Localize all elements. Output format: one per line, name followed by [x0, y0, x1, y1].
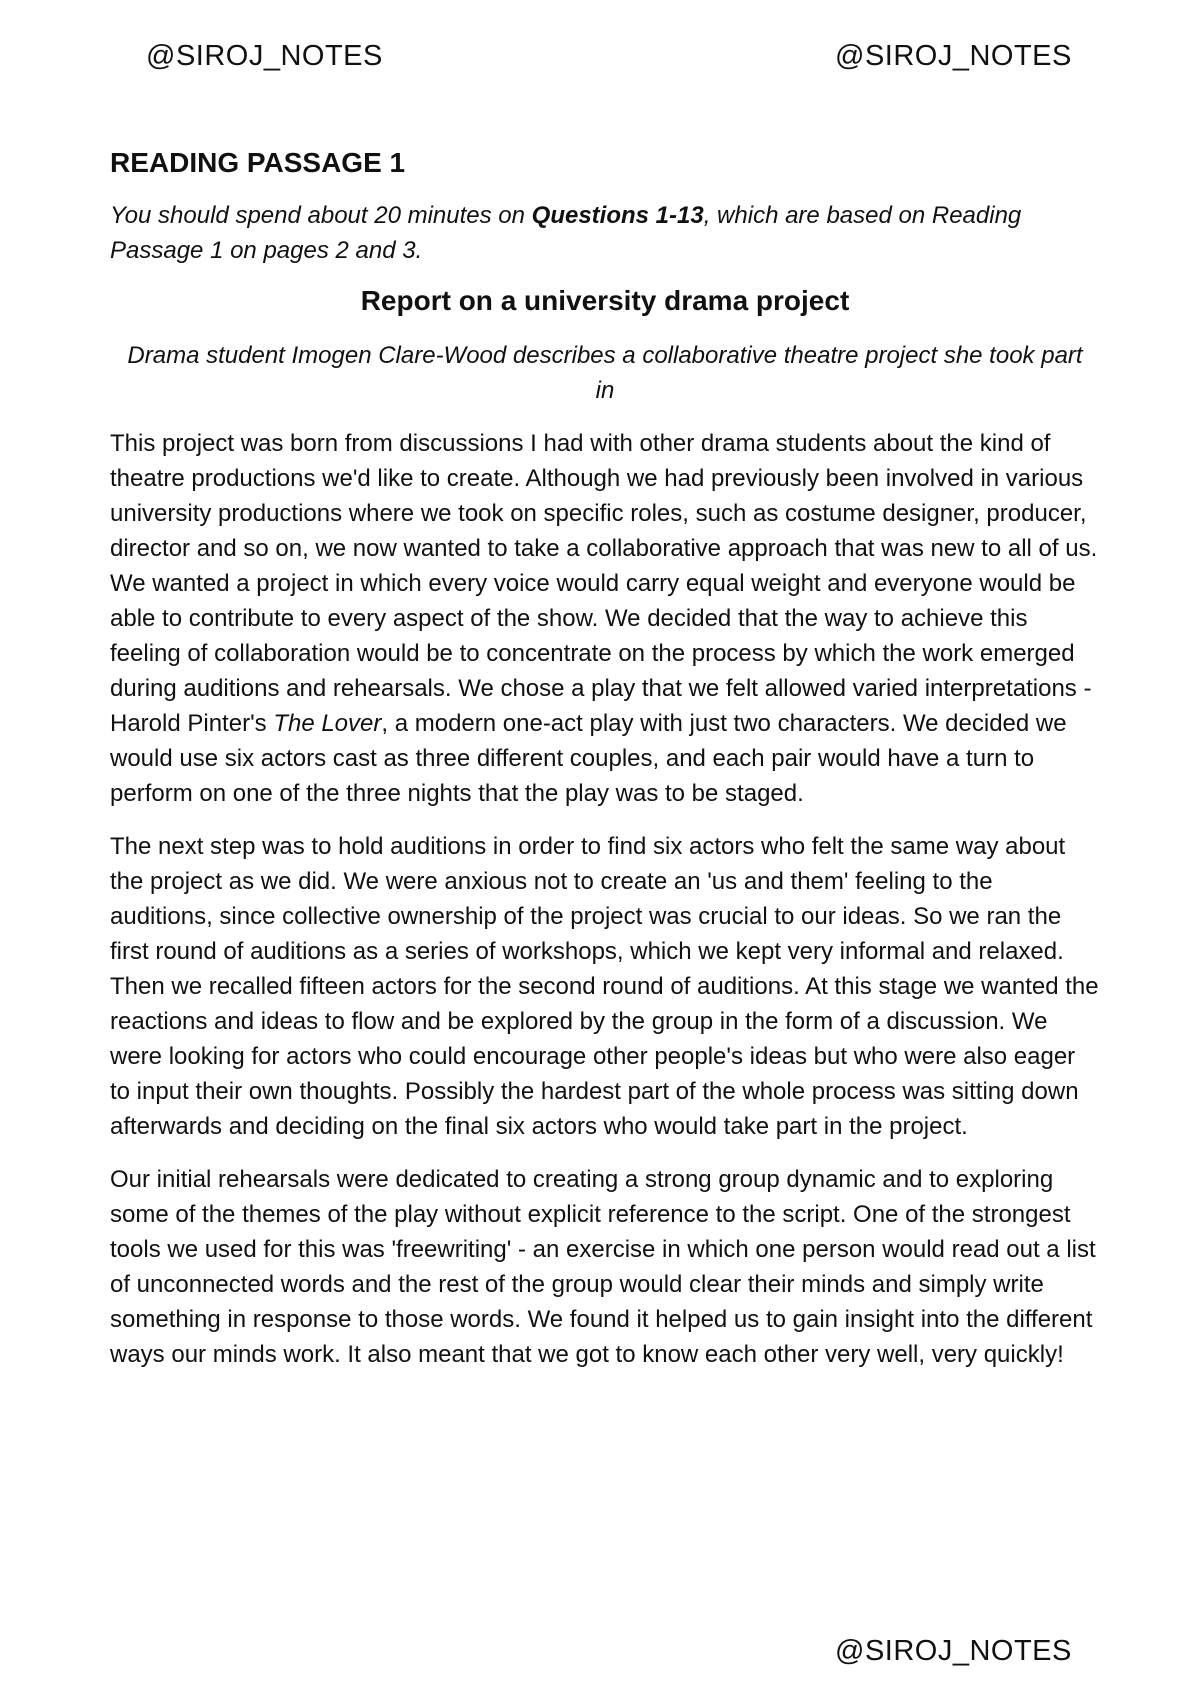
watermark-top-left: @SIROJ_NOTES	[146, 40, 383, 72]
instructions	[110, 198, 1100, 268]
paragraph-1-text-before: This project was born from discussions I had with other drama students about the kind of theatre productions we'd like to create. Although we had previously been involved in various university productions where we took on specific roles, such as costume designer, producer, director and so on, we now wanted to take a collaborative approach that was new to all of us. We wanted a project in which every voice would carry equal weight and everyone would be able to contribute to every aspect of the show. We decided that the way to achieve this feeling of collaboration would be to concentrate on the process by which the work emerged during auditions and rehearsals. We chose a play that we felt allowed varied interpretations - Harold Pinter's	[110, 430, 1098, 737]
watermark-bottom-right: @SIROJ_NOTES	[835, 1635, 1072, 1667]
paragraph-1	[110, 426, 1100, 811]
instructions-questions-range: Questions 1-13	[531, 202, 704, 229]
instructions-text-before: You should spend about 20 minutes on	[110, 202, 532, 229]
paragraph-2: The next step was to hold auditions in order to find six actors who felt the same way about the project as we did. We were anxious not to create an 'us and them' feeling to the auditions, since collective ownership of the project was crucial to our ideas. So we ran the first round of auditions as a series of workshops, which we kept very informal and relaxed. Then we recalled fifteen actors for the second round of auditions. At this stage we wanted the reactions and ideas to flow and be explored by the group in the form of a discussion. We were looking for actors who could encourage other people's ideas but who were also eager to input their own thoughts. Possibly the hardest part of the whole process was sitting down afterwards and deciding on the final six actors who would take part in the project.	[110, 833, 1099, 1140]
paragraph-3: Our initial rehearsals were dedicated to creating a strong group dynamic and to exploring some of the themes of the play without explicit reference to the script. One of the strongest tools we used for this was 'freewriting' - an exercise in which one person would read out a list of unconnected words and the rest of the group would clear their minds and simply write something in response to those words. We found it helped us to gain insight into the different ways our minds work. It also meant that we got to know each other very well, very quickly!	[110, 1166, 1096, 1368]
passage-heading: READING PASSAGE 1	[110, 147, 406, 178]
paragraph-1-text-after: , a modern one-act play with just two characters. We decided we would use six actors cast as three different couples, and each pair would have a turn to perform on one of the three nights that the play was to be staged.	[110, 710, 1067, 807]
article-subtitle: Drama student Imogen Clare-Wood describes a collaborative theatre project she took part in	[127, 342, 1083, 404]
article-title: Report on a university drama project	[360, 285, 850, 316]
reading-passage	[110, 146, 1100, 1390]
instructions-text-after: , which are based on Reading Passage 1 on pages 2 and 3.	[110, 202, 1022, 264]
watermark-top-right: @SIROJ_NOTES	[835, 40, 1072, 72]
play-title: The Lover	[273, 710, 382, 737]
